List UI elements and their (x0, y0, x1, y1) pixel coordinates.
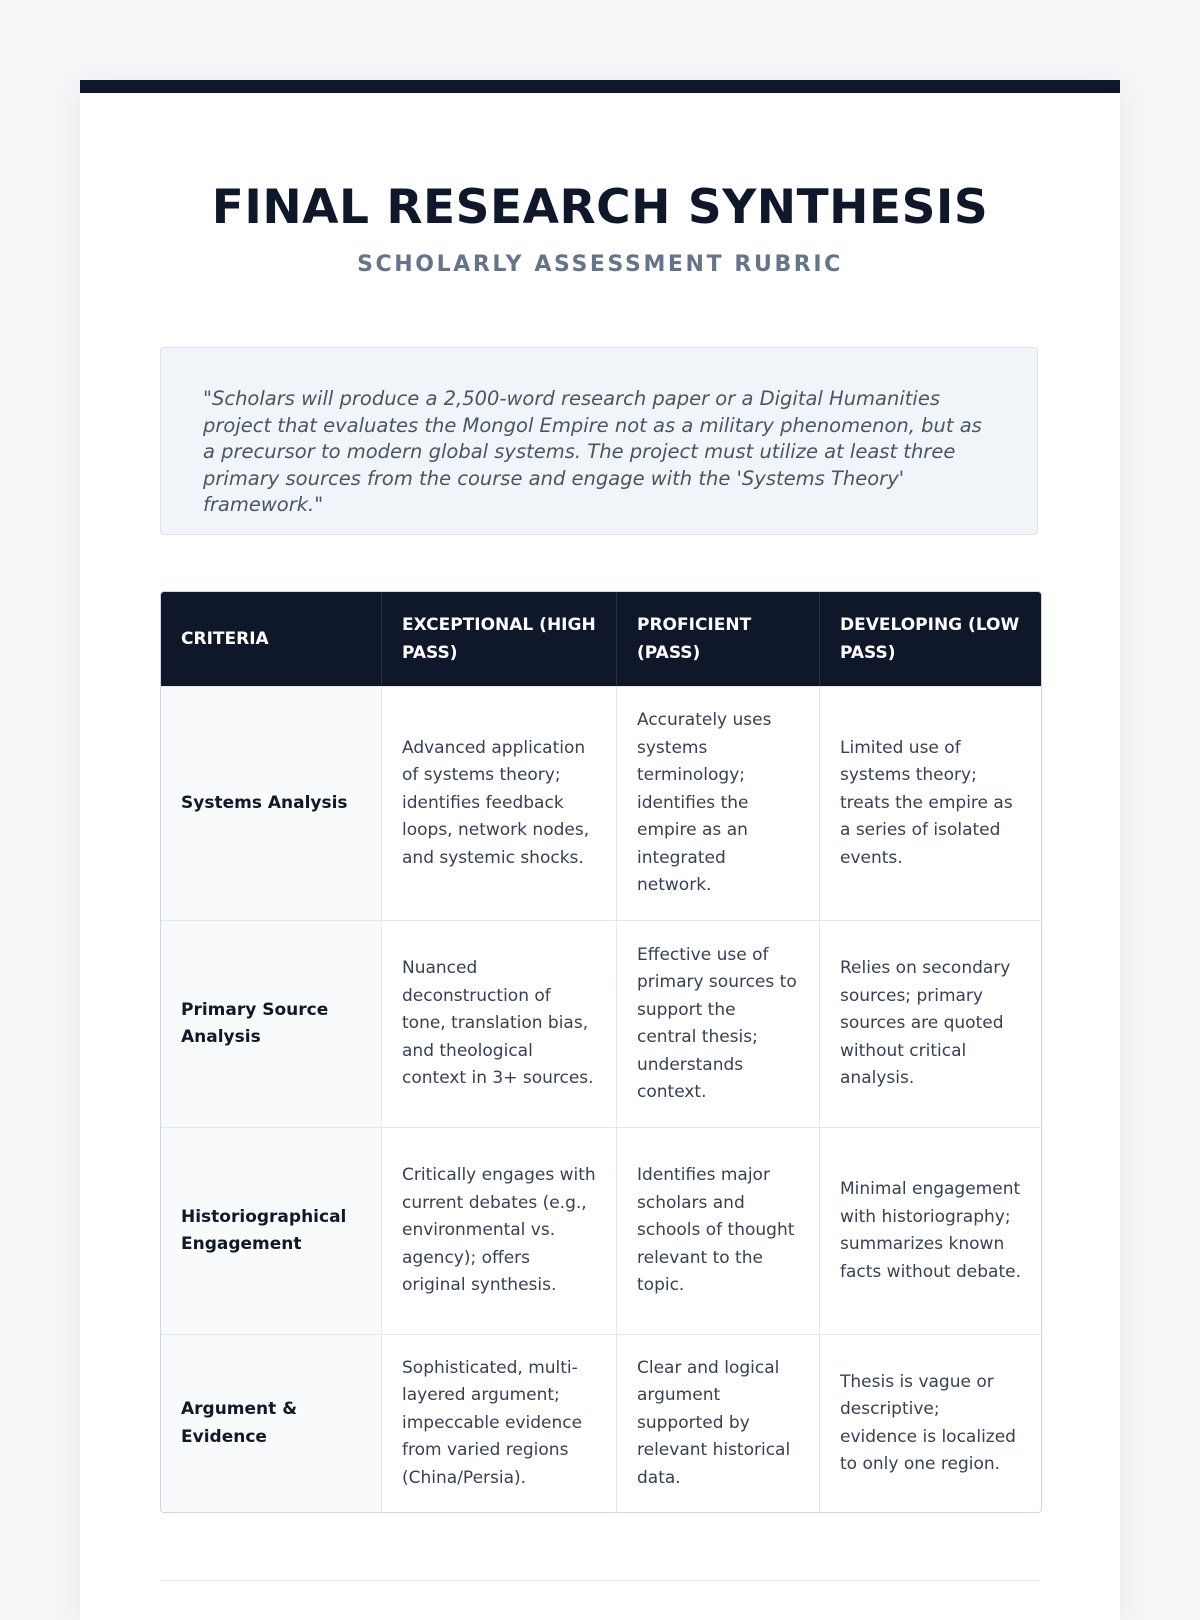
exceptional-cell: Advanced application of systems theory; identifies feedback loops, network nodes, and systemic shocks. (381, 686, 616, 920)
developing-cell: Relies on secondary sources; primary sources are quoted without critical analysis. (819, 920, 1041, 1127)
section-divider (160, 1580, 1040, 1581)
criteria-cell: Argument & Evidence (161, 1334, 381, 1512)
page-subtitle: SCHOLARLY ASSESSMENT RUBRIC (357, 252, 843, 277)
assignment-prompt-box (160, 347, 1038, 535)
exceptional-cell: Nuanced deconstruction of tone, translation bias, and theological context in 3+ sources. (381, 920, 616, 1127)
table-row (161, 1334, 1041, 1512)
rubric-table (160, 591, 1042, 1513)
exceptional-cell: Critically engages with current debates (e.g., environmental vs. agency); offers original synthesis. (381, 1127, 616, 1334)
page-title: FINAL RESEARCH SYNTHESIS (211, 180, 989, 235)
table-row (161, 686, 1041, 920)
proficient-cell: Identifies major scholars and schools of thought relevant to the topic. (616, 1127, 819, 1334)
rubric-header-row (161, 592, 1041, 686)
criteria-cell: Systems Analysis (161, 686, 381, 920)
column-header-developing: DEVELOPING (LOW PASS) (819, 592, 1041, 686)
table-row (161, 1127, 1041, 1334)
developing-cell: Minimal engagement with historiography; summarizes known facts without debate. (819, 1127, 1041, 1334)
column-header-exceptional: EXCEPTIONAL (HIGH PASS) (381, 592, 616, 686)
developing-cell: Thesis is vague or descriptive; evidence is localized to only one region. (819, 1334, 1041, 1512)
top-accent-bar (80, 80, 1120, 93)
column-header-criteria: CRITERIA (161, 592, 381, 686)
table-row (161, 920, 1041, 1127)
proficient-cell: Accurately uses systems terminology; identifies the empire as an integrated network. (616, 686, 819, 920)
assignment-prompt-text: "Scholars will produce a 2,500-word research paper or a Digital Humanities project that evaluates the Mongol Empire not as a military phenomenon, but as a precursor to modern global systems. The project must utilize at least three primary sources from the course and engage with the 'Systems Theory' framework." (203, 387, 982, 516)
exceptional-cell: Sophisticated, multi-layered argument; impeccable evidence from varied regions (China/Persia). (381, 1334, 616, 1512)
criteria-cell: Primary Source Analysis (161, 920, 381, 1127)
developing-cell: Limited use of systems theory; treats the empire as a series of isolated events. (819, 686, 1041, 920)
column-header-proficient: PROFICIENT (PASS) (616, 592, 819, 686)
rubric-page (80, 80, 1120, 1620)
proficient-cell: Effective use of primary sources to support the central thesis; understands context. (616, 920, 819, 1127)
proficient-cell: Clear and logical argument supported by relevant historical data. (616, 1334, 819, 1512)
criteria-cell: Historiographical Engagement (161, 1127, 381, 1334)
